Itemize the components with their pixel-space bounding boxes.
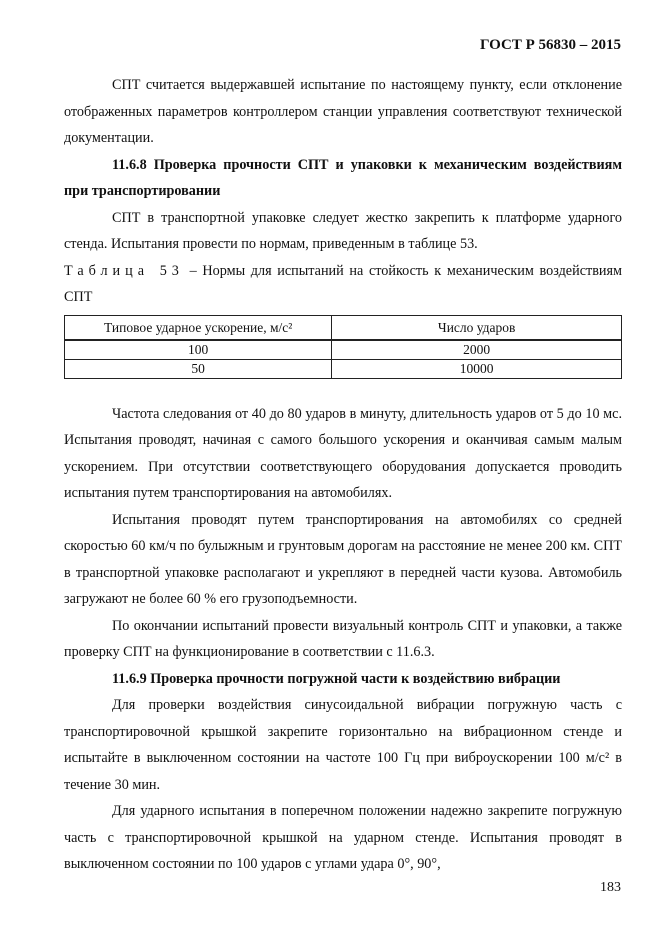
table-cell: 50 bbox=[65, 359, 332, 378]
paragraph: СПТ считается выдержавшей испытание по настоящему пункту, если отклонение отображенных параметров контроллером станции управления соответствуют технической документации. bbox=[64, 77, 622, 146]
paragraph: Частота следования от 40 до 80 ударов в минуту, длительность ударов от 5 до 10 мс. Испытания проводят, начиная с самого большого ускорения и оканчивая самым малым ускорением. При отсутствии соответствующего оборудования допускается проводить испытания путем транспортирования на автомобилях. bbox=[64, 405, 622, 501]
paragraph: Испытания проводят путем транспортирования на автомобилях со средней скоростью 60 км/ч по булыжным и грунтовым дорогам на расстояние не менее 200 км. СПТ в транспортной упаковке располагают и укрепляют в передней части кузова. Автомобиль загружают не более 60 % его грузоподъемности. bbox=[64, 511, 622, 607]
table-cell: 10000 bbox=[332, 359, 622, 378]
paragraph: Для проверки воздействия синусоидальной вибрации погружную часть с транспортировочной крышкой закрепите горизонтально на вибрационном стенде и испытайте в выключенном состоянии на частоте 100 Гц при виброускорении 100 м/с² в течение 30 мин. bbox=[64, 697, 622, 793]
paragraph: По окончании испытаний провести визуальный контроль СПТ и упаковки, а также проверку СПТ на функционирование в соответствии с 11.6.3. bbox=[64, 617, 622, 660]
table-row bbox=[65, 340, 622, 360]
paragraph: Для ударного испытания в поперечном положении надежно закрепите погружную часть с транспортировочной крышкой на ударном стенде. Испытания проводят в выключенном состоянии по 100 ударов с углами удара 0°, 90°, bbox=[64, 803, 622, 872]
document-id: ГОСТ Р 56830 – 2015 bbox=[479, 37, 621, 53]
section-heading-11-6-9: 11.6.9 Проверка прочности погружной части к воздействию вибрации bbox=[112, 670, 561, 687]
impact-test-table bbox=[64, 315, 622, 379]
column-header-impacts: Число ударов bbox=[332, 315, 622, 340]
paragraph: СПТ в транспортной упаковке следует жестко закрепить к платформе ударного стенда. Испытания провести по нормам, приведенным в таблице 53. bbox=[64, 209, 622, 252]
table-row bbox=[65, 359, 622, 378]
table-header-row bbox=[65, 315, 622, 340]
page-body bbox=[64, 72, 622, 878]
table-caption bbox=[64, 258, 622, 311]
page-number: 183 bbox=[600, 880, 621, 895]
table-cell: 2000 bbox=[332, 340, 622, 360]
table-caption-label: Таблица 53 bbox=[64, 262, 184, 279]
table-cell: 100 bbox=[65, 340, 332, 360]
column-header-acceleration: Типовое ударное ускорение, м/с² bbox=[65, 315, 332, 340]
table-caption-text: – Нормы для испытаний на стойкость к механическим воздействиям СПТ bbox=[64, 262, 622, 305]
section-heading-11-6-8: 11.6.8 Проверка прочности СПТ и упаковки к механическим воздействиям при транспортировании bbox=[64, 156, 622, 199]
